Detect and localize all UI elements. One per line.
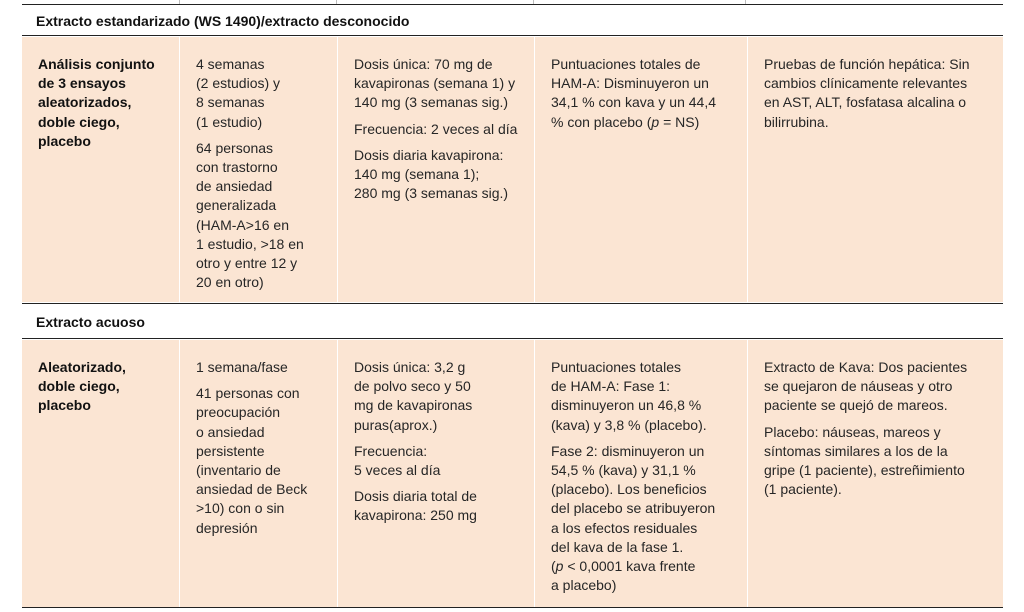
duration-population-cell — [180, 37, 338, 302]
safety-placebo-text: Placebo: náuseas, mareos y síntomas similares a los de la gripe (1 paciente), estreñimiento (1 paciente). — [764, 423, 965, 498]
dosage-cell — [338, 37, 535, 302]
results-phase2-text: Fase 2: disminuyeron un 54,5 % (kava) y 31,1 % (placebo). Los beneficios del placebo se atribuyeron a los efectos residuales del kava de la fase 1. (p < 0,0001 kava frente a placebo) — [551, 442, 716, 594]
study-design-cell — [22, 37, 180, 302]
dosage-cell — [338, 340, 535, 607]
single-dose-text: Dosis única: 70 mg de kavapironas (semana 1) y 140 mg (3 semanas sig.) — [354, 56, 516, 111]
results-cell — [535, 37, 748, 302]
results-cell — [535, 340, 748, 607]
study-design-text: Análisis conjunto de 3 ensayos aleatorizados, doble ciego, placebo — [38, 56, 155, 149]
study-design-cell — [22, 340, 180, 607]
results-phase1-text: Puntuaciones totales de HAM-A: Fase 1: disminuyeron un 46,8 % (kava) y 3,8 % (placebo). — [551, 359, 707, 433]
frequency-text: Frecuencia: 5 veces al día — [354, 442, 441, 479]
safety-cell — [748, 37, 1003, 302]
daily-dose-text: Dosis diaria kavapirona: 140 mg (semana 1); 280 mg (3 semanas sig.) — [354, 146, 509, 202]
safety-cell — [748, 340, 1003, 607]
study-design-text: Aleatorizado, doble ciego, placebo — [38, 359, 126, 414]
duration-text: 4 semanas (2 estudios) y 8 semanas (1 estudio) — [196, 56, 281, 130]
table-row — [22, 37, 1003, 302]
section-header-standardized-extract: Extracto estandarizado (WS 1490)/extracto desconocido — [22, 4, 1003, 36]
safety-text: Pruebas de función hepática: Sin cambios clínicamente relevantes en AST, ALT, fosfatasa alcalina o bilirrubina. — [764, 56, 970, 130]
single-dose-text: Dosis única: 3,2 g de polvo seco y 50 mg de kavapironas puras(aprox.) — [354, 359, 473, 433]
duration-population-cell — [180, 340, 338, 607]
table-row — [22, 340, 1003, 608]
population-text: 41 personas con preocupación o ansiedad persistente (inventario de ansiedad de Beck >10) con o sin depresión — [196, 385, 308, 536]
results-text: Puntuaciones totales de HAM-A: Disminuyeron un 34,1 % con kava y un 44,4 % con placebo (p = NS) — [551, 56, 716, 130]
daily-dose-text: Dosis diaria total de kavapirona: 250 mg — [354, 488, 477, 524]
duration-text: 1 semana/fase — [196, 359, 288, 375]
safety-kava-text: Extracto de Kava: Dos pacientes se quejaron de náuseas y otro paciente se quejó de mareos. — [764, 359, 968, 414]
population-text: 64 personas con trastorno de ansiedad generalizada (HAM-A>16 en 1 estudio, >18 en otro y entre 12 y 20 en otro) — [196, 139, 304, 291]
section-header-aqueous-extract: Extracto acuoso — [22, 303, 1003, 339]
frequency-text: Frecuencia: 2 veces al día — [354, 120, 518, 137]
